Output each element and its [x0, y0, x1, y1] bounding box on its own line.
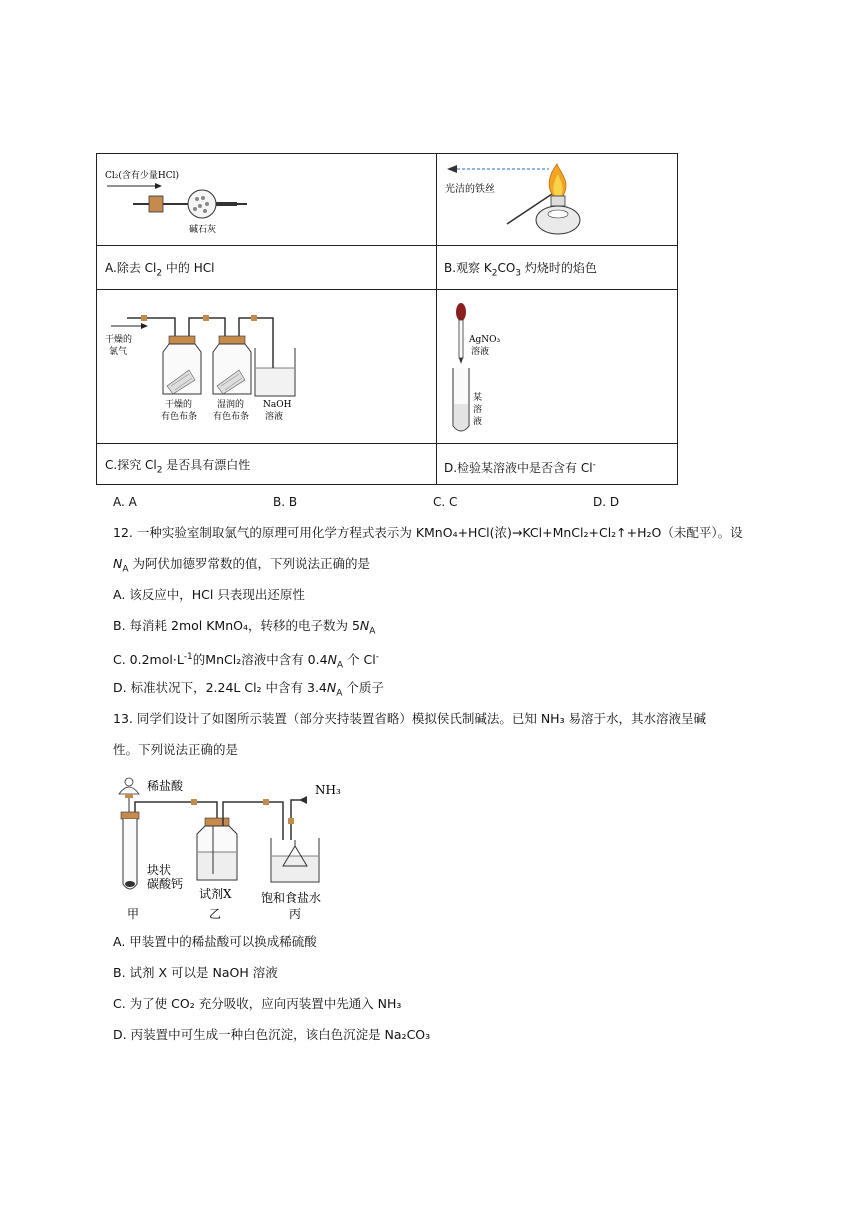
svg-text:饱和食盐水: 饱和食盐水 — [261, 891, 322, 905]
label-iron-wire: 光洁的铁丝 — [445, 184, 495, 195]
q13-option-d[interactable]: D. 丙装置中可生成一种白色沉淀，该白色沉淀是 Na₂CO₃ — [113, 1027, 431, 1042]
table-divider — [97, 443, 677, 444]
cell-b-figure — [437, 154, 678, 245]
q11-option-c[interactable]: C. C — [433, 495, 458, 509]
svg-text:有色布条: 有色布条 — [213, 412, 250, 422]
q13-option-b[interactable]: B. 试剂 X 可以是 NaOH 溶液 — [113, 965, 278, 980]
eye-icon — [447, 165, 457, 173]
table-divider — [97, 245, 677, 246]
label-dilute-hcl: 稀盐酸 — [147, 779, 184, 793]
svg-text:溶液: 溶液 — [471, 347, 490, 357]
q12-option-c[interactable]: C. $0.2mol\cdot L^{-1}$的MnCl₂溶液中含有 $0.4N_A$ 个 Cl- — [113, 652, 379, 671]
q12-stem-line2: $N_A$ 为阿伏加德罗常数的值，下列说法正确的是 — [113, 556, 371, 575]
svg-text:碳酸钙: 碳酸钙 — [147, 877, 184, 891]
svg-text:溶液: 溶液 — [265, 412, 284, 422]
q11-options-table — [96, 153, 678, 485]
svg-text:NaOH: NaOH — [263, 400, 292, 410]
svg-text:氯气: 氯气 — [109, 347, 128, 357]
svg-text:湿润的: 湿润的 — [217, 400, 245, 410]
q12-stem-line1: 12. 一种实验室制取氯气的原理可用化学方程式表示为 KMnO₄+HCl(浓)→KCl+MnCl₂+Cl₂↑+H₂O（未配平）。设 — [113, 525, 743, 540]
caption-c: C.探究 $Cl_2$ 是否具有漂白性 — [105, 458, 251, 476]
q13-stem-line2: 性。下列说法正确的是 — [113, 742, 239, 757]
label-soda-lime: 碱石灰 — [189, 225, 217, 235]
q13-apparatus-figure — [113, 770, 343, 930]
q11-option-d[interactable]: D. D — [593, 495, 620, 509]
svg-text:有色布条: 有色布条 — [161, 412, 198, 422]
label-gas: Cl₂(含有少量HCl) — [105, 171, 180, 181]
caption-a: A.除去 $Cl_2$ 中的 HCl — [105, 261, 215, 279]
silver-nitrate-test-diagram — [437, 290, 587, 440]
label-nh3: NH₃ — [315, 783, 341, 797]
svg-text:干燥的: 干燥的 — [165, 400, 193, 410]
hou-process-apparatus-diagram — [113, 770, 343, 930]
svg-text:丙: 丙 — [289, 907, 302, 921]
q13-stem-line1: 13. 同学们设计了如图所示装置（部分夹持装置省略）模拟侯氏制碱法。已知 NH₃ 易溶于水，其水溶液呈碱 — [113, 711, 707, 726]
q13-option-a[interactable]: A. 甲装置中的稀盐酸可以换成稀硫酸 — [113, 934, 317, 949]
q12-option-a[interactable]: A. 该反应中，HCl 只表现出还原性 — [113, 587, 305, 602]
cell-d-figure — [437, 290, 678, 443]
svg-text:甲: 甲 — [127, 907, 140, 921]
svg-text:乙: 乙 — [209, 907, 222, 921]
svg-text:某: 某 — [473, 393, 483, 403]
q13-option-c[interactable]: C. 为了使 CO₂ 充分吸收，应向丙装置中先通入 NH₃ — [113, 996, 402, 1011]
q12-option-d[interactable]: D. 标准状况下，2.24L Cl₂ 中含有 $3.4N_A$ 个质子 — [113, 680, 384, 699]
bleaching-experiment-diagram — [97, 290, 327, 430]
dropper-bulb-icon — [456, 303, 466, 321]
caption-d: D.检验某溶液中是否含有 Cl- — [444, 460, 596, 475]
svg-text:块状: 块状 — [147, 863, 172, 877]
q11-option-b[interactable]: B. B — [273, 495, 298, 509]
svg-text:溶: 溶 — [473, 405, 483, 415]
q12-option-b[interactable]: B. 每消耗 2mol KMnO₄，转移的电子数为 $5N_A$ — [113, 618, 376, 637]
drying-tube-diagram — [97, 154, 297, 244]
svg-text:液: 液 — [473, 417, 483, 427]
cell-a-figure — [97, 154, 436, 245]
svg-text:试剂X: 试剂X — [199, 887, 232, 901]
svg-text:干燥的: 干燥的 — [105, 335, 133, 345]
caption-b: B.观察 $K_2CO_3$ 灼烧时的焰色 — [444, 261, 597, 279]
flame-test-diagram — [437, 154, 617, 244]
q11-option-a[interactable]: A. A — [113, 495, 137, 509]
cell-c-figure — [97, 290, 436, 443]
svg-text:AgNO₃: AgNO₃ — [469, 335, 501, 345]
